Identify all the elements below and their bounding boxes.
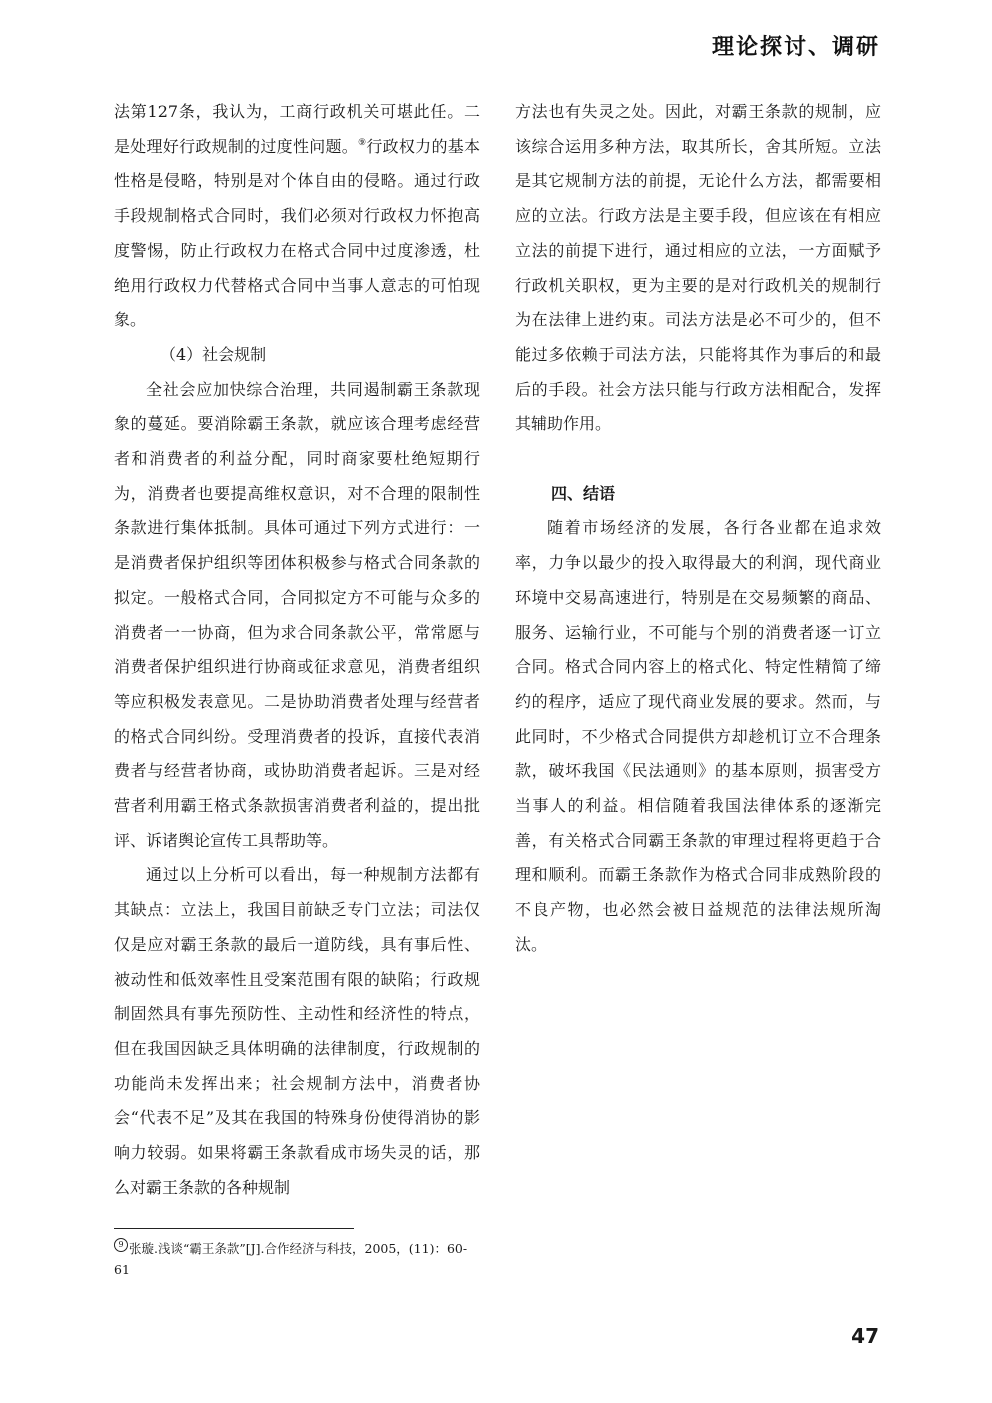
left-column (114, 95, 480, 1206)
paragraph: 随着市场经济的发展，各行各业都在追求效率，力争以最少的投入取得最大的利润，现代商业环境中交易高速进行，特别是在交易频繁的商品、服务、运输行业，不可能与个别的消费者逐一订立合同。格式合同内容上的格式化、特定性精简了缔约的程序，适应了现代商业发展的要求。然而，与此同时，不少格式合同提供方却趁机订立不合理条款，破坏我国《民法通则》的基本原则，损害受方当事人的利益。相信随着我国法律体系的逐渐完善，有关格式合同霸王条款的审理过程将更趋于合理和顺利。而霸王条款作为格式合同非成熟阶段的不良产物，也必然会被日益规范的法律法规所淘汰。 (515, 518, 881, 954)
subheading: （4）社会规制 (160, 344, 267, 364)
page-number: 47 (851, 1324, 879, 1348)
paragraph: 方法也有失灵之处。因此，对霸王条款的规制，应该综合运用多种方法，取其所长，舍其所短。立法是其它规制方法的前提，无论什么方法，都需要相应的立法。行政方法是主要手段，但应该在有相应立法的前提下进行，通过相应的立法，一方面赋予行政机关职权，更为主要的是对行政机关的规制行为在法律上进约束。司法方法是必不可少的，但不能过多依赖于司法方法，只能将其作为事后的和最后的手段。社会方法只能与行政方法相配合，发挥其辅助作用。 (515, 102, 881, 434)
paragraph (114, 95, 480, 338)
running-header: 理论探讨、调研 (711, 35, 880, 60)
paragraph-text: 行政权力的基本性格是侵略，特别是对个体自由的侵略。通过行政手段规制格式合同时，我们必须对行政权力怀抱高度警惕，防止行政权力在格式合同中过度渗透，杜绝用行政权力代替格式合同中当事人意志的可怕现象。 (114, 136, 480, 330)
footnote (114, 1238, 480, 1280)
footnote-mark: 9 (114, 1238, 128, 1252)
paragraph: 全社会应加快综合治理，共同遏制霸王条款现象的蔓延。要消除霸王条款，就应该合理考虑经营者和消费者的利益分配，同时商家要杜绝短期行为，消费者也要提高维权意识，对不合理的限制性条款进行集体抵制。具体可通过下列方式进行：一是消费者保护组织等团体积极参与格式合同条款的拟定。一般格式合同，合同拟定方不可能与众多的消费者一一协商，但为求合同条款公平，常常愿与消费者保护组织进行协商或征求意见，消费者组织等应积极发表意见。二是协助消费者处理与经营者的格式合同纠纷。受理消费者的投诉，直接代表消费者与经营者协商，或协助消费者起诉。三是对经营者利用霸王格式条款损害消费者利益的，提出批评、诉诸舆论宣传工具帮助等。 (114, 379, 480, 850)
paragraph-text: 法第127条，我认为，工商行政机关可堪此任。二是处理好行政规制的过度性问题。 (114, 102, 480, 156)
right-column (515, 95, 881, 963)
paragraph: 通过以上分析可以看出，每一种规制方法都有其缺点：立法上，我国目前缺乏专门立法；司法仅仅是应对霸王条款的最后一道防线，具有事后性、被动性和低效率性且受案范围有限的缺陷；行政规制固然具有事先预防性、主动性和经济性的特点，但在我国因缺乏具体明确的法律制度，行政规制的功能尚未发挥出来；社会规制方法中，消费者协会“代表不足”及其在我国的特殊身份使得消协的影响力较弱。如果将霸王条款看成市场失灵的话，那么对霸王条款的各种规制 (114, 865, 480, 1197)
footnote-text: 张璇.浅谈“霸王条款”[J].合作经济与科技，2005，(11)：60-61 (114, 1241, 468, 1277)
footnote-divider (114, 1228, 354, 1229)
section-heading: 四、结语 (551, 483, 616, 503)
footnote-reference[interactable]: ⑨ (358, 137, 367, 148)
